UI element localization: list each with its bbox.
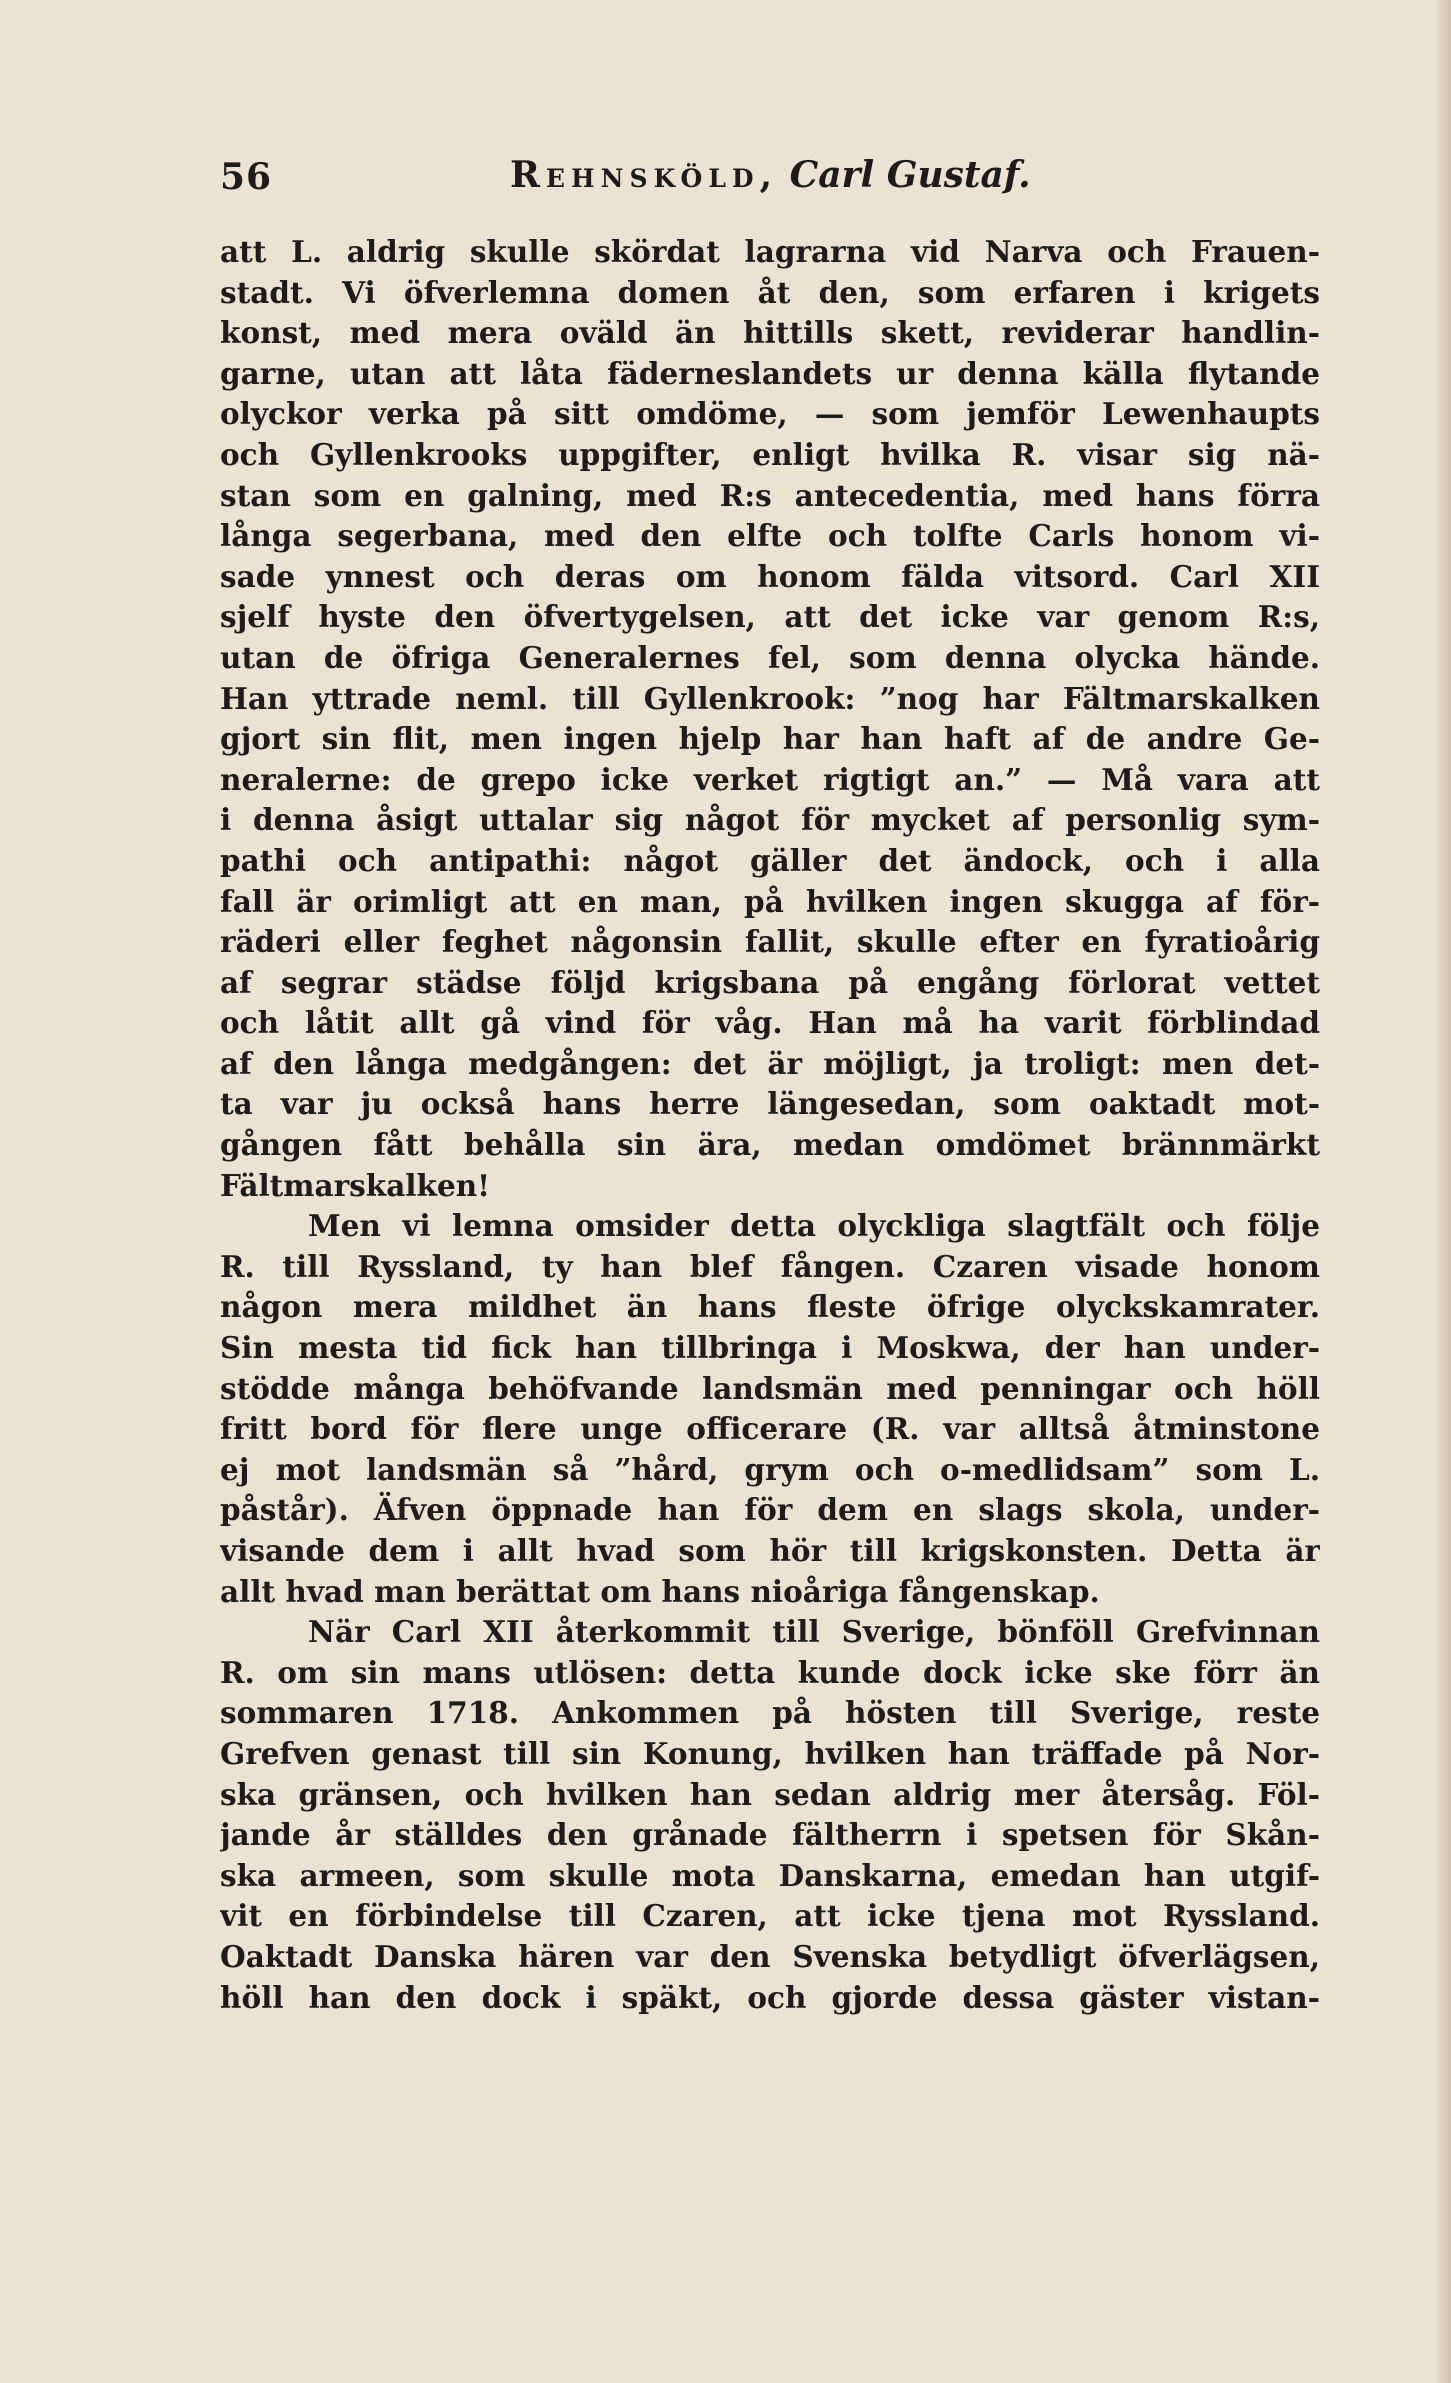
text-line: sommaren 1718. Ankommen på hösten till Sverige, reste <box>220 1695 1320 1731</box>
page-edge <box>1437 0 1451 2383</box>
page-header <box>220 150 1320 210</box>
text-line: R. om sin mans utlösen: detta kunde dock icke ske förr än <box>220 1654 1320 1690</box>
text-line: af segrar städse följd krigsbana på engång förlorat vettet <box>220 964 1320 1000</box>
text-line: höll han den dock i späkt, och gjorde dessa gäster vistan- <box>220 1979 1320 2015</box>
text-line: ska armeen, som skulle mota Danskarna, emedan han utgif- <box>220 1857 1320 1893</box>
text-line: neralerne: de grepo icke verket rigtigt an.” — Må vara att <box>220 761 1320 797</box>
text-line: Men vi lemna omsider detta olyckliga slagtfält och följe <box>308 1208 1320 1244</box>
text-line: När Carl XII återkommit till Sverige, bönföll Grefvinnan <box>308 1614 1320 1650</box>
text-line: jande år ställdes den grånade fältherrn i spetsen för Skån- <box>220 1817 1320 1853</box>
text-line: Han yttrade neml. till Gyllenkrook: ”nog har Fältmarskalken <box>220 680 1320 716</box>
text-line: någon mera mildhet än hans fleste öfrige olyckskamrater. <box>220 1289 1320 1325</box>
text-line: konst, med mera oväld än hittills skett, reviderar handlin- <box>220 315 1320 351</box>
text-line: Sin mesta tid fick han tillbringa i Moskwa, der han under- <box>220 1330 1320 1366</box>
text-line: visande dem i allt hvad som hör till krigskonsten. Detta är <box>220 1533 1320 1568</box>
text-line: af den långa medgången: det är möjligt, ja troligt: men det- <box>220 1045 1320 1081</box>
text-line: gjort sin flit, men ingen hjelp har han haft af de andre Ge- <box>220 721 1320 757</box>
text-line: olyckor verka på sitt omdöme, — som jemför Lewenhaupts <box>220 396 1320 432</box>
text-line: ska gränsen, och hvilken han sedan aldrig mer återsåg. Föl- <box>220 1776 1320 1812</box>
text-line: gången fått behålla sin ära, medan omdömet brännmärkt <box>220 1127 1320 1163</box>
text-line: och låtit allt gå vind för våg. Han må ha varit förblindad <box>220 1005 1320 1041</box>
text-line: vit en förbindelse till Czaren, att icke tjena mot Ryssland. <box>220 1898 1320 1934</box>
text-line: att L. aldrig skulle skördat lagrarna vid Narva och Frauen- <box>220 234 1320 269</box>
text-line: och Gyllenkrooks uppgifter, enligt hvilka R. visar sig nä- <box>220 436 1320 472</box>
text-line: ta var ju också hans herre längesedan, som oaktadt mot- <box>220 1086 1320 1122</box>
body-text <box>220 232 1320 2018</box>
text-line: långa segerbana, med den elfte och tolfte Carls honom vi- <box>220 518 1320 554</box>
text-line: pathi och antipathi: något gäller det ändock, och i alla <box>220 842 1320 878</box>
running-head <box>510 154 1031 196</box>
text-line: i denna åsigt uttalar sig något för mycket af personlig sym- <box>220 802 1320 838</box>
text-line: ej mot landsmän så ”hård, grym och o-medlidsam” som L. <box>220 1451 1320 1487</box>
text-line: fritt bord för flere unge officerare (R. var alltså åtminstone <box>220 1411 1320 1447</box>
text-line: stadt. Vi öfverlemna domen åt den, som erfaren i krigets <box>220 274 1320 310</box>
text-line: räderi eller feghet någonsin fallit, skulle efter en fyratioårig <box>220 924 1320 960</box>
text-line: Grefven genast till sin Konung, hvilken han träffade på Nor- <box>220 1735 1320 1771</box>
text-line: utan de öfriga Generalernes fel, som denna olycka hände. <box>220 639 1320 675</box>
page-number: 56 <box>220 156 273 198</box>
text-line: Oaktadt Danska hären var den Svenska betydligt öfverlägsen, <box>220 1938 1320 1974</box>
text-line: allt hvad man berättat om hans nioåriga fångenskap. <box>220 1573 1100 1609</box>
text-line: sjelf hyste den öfvertygelsen, att det icke var genom R:s, <box>220 599 1320 635</box>
text-line: R. till Ryssland, ty han blef fången. Czaren visade honom <box>220 1248 1320 1284</box>
text-line: garne, utan att låta fäderneslandets ur denna källa flytande <box>220 355 1320 391</box>
running-head-given-names: Carl Gustaf. <box>789 154 1031 196</box>
running-head-surname: Rehnsköld, <box>510 154 779 196</box>
text-line: sade ynnest och deras om honom fälda vitsord. Carl XII <box>220 558 1320 594</box>
text-line: stan som en galning, med R:s antecedentia, med hans förra <box>220 477 1320 513</box>
text-line: Fältmarskalken! <box>220 1167 491 1203</box>
text-line: stödde många behöfvande landsmän med penningar och höll <box>220 1370 1320 1406</box>
text-line: påstår). Äfven öppnade han för dem en slags skola, under- <box>220 1492 1320 1528</box>
text-line: fall är orimligt att en man, på hvilken ingen skugga af för- <box>220 883 1320 919</box>
